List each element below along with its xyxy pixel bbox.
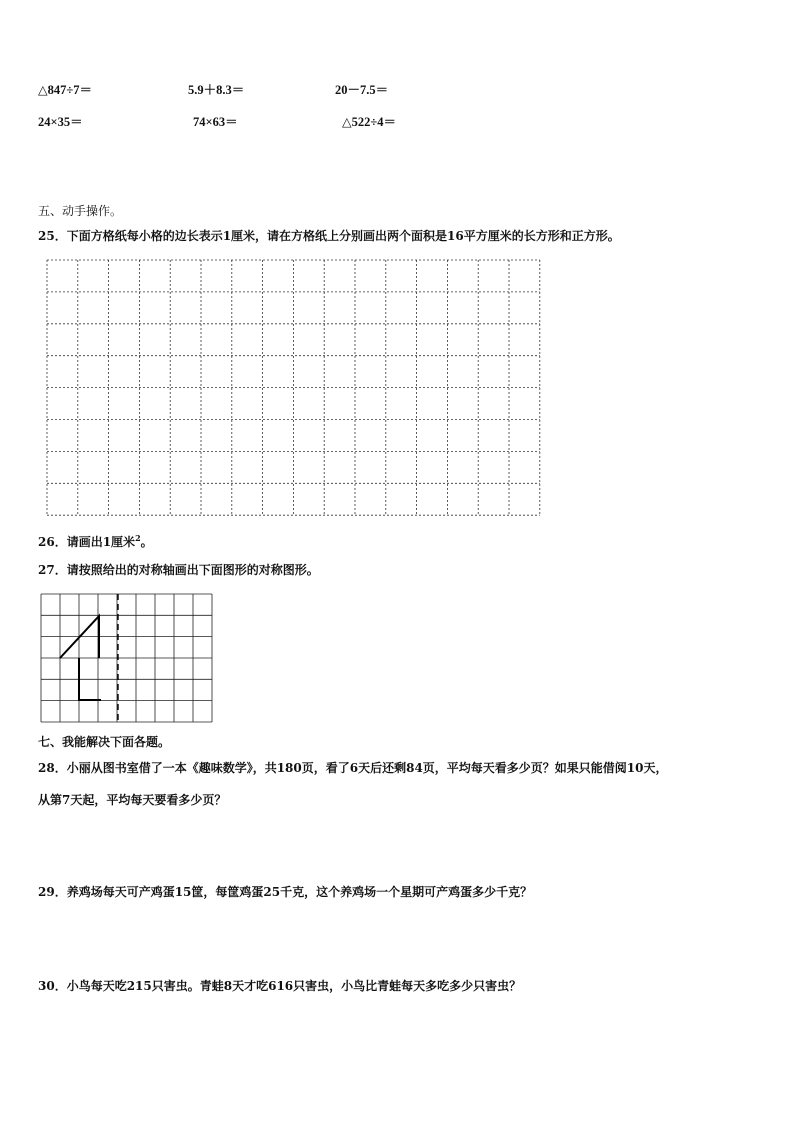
section-heading: 七、我能解决下面各题。 [38,735,171,749]
calc-item: 24×35＝ [38,115,83,129]
question-26-end: 。 [140,535,153,549]
calc-item: 74×63＝ [193,115,238,129]
question-29: 29．养鸡场每天可产鸡蛋15筐，每筐鸡蛋25千克，这个养鸡场一个星期可产鸡蛋多少千克？ [38,885,533,899]
question-26-text: 26．请画出1厘米 [38,535,136,549]
question-30: 30．小鸟每天吃215只害虫。青蛙8天才吃616只害虫，小鸟比青蛙每天多吃多少只害虫？ [38,979,522,993]
superscript: 2 [135,533,141,543]
question-28-line2: 从第7天起，平均每天要看多少页？ [38,793,227,807]
calc-item: 5.9＋8.3＝ [188,83,245,97]
calc-item: 20－7.5＝ [335,83,389,97]
question-25: 25．下面方格纸每小格的边长表示1厘米，请在方格纸上分别画出两个面积是16平方厘米的长方形和正方形。 [38,229,620,243]
question-27: 27．请按照给出的对称轴画出下面图形的对称图形。 [38,563,319,577]
calc-item: △522÷4＝ [342,115,396,129]
section-heading: 五、动手操作。 [38,204,123,218]
calc-item: △847÷7＝ [38,83,92,97]
question-28-line1: 28．小丽从图书室借了一本《趣味数学》，共180页，看了6天后还剩84页，平均每天看多少页？如果只能借阅10天， [38,761,668,775]
